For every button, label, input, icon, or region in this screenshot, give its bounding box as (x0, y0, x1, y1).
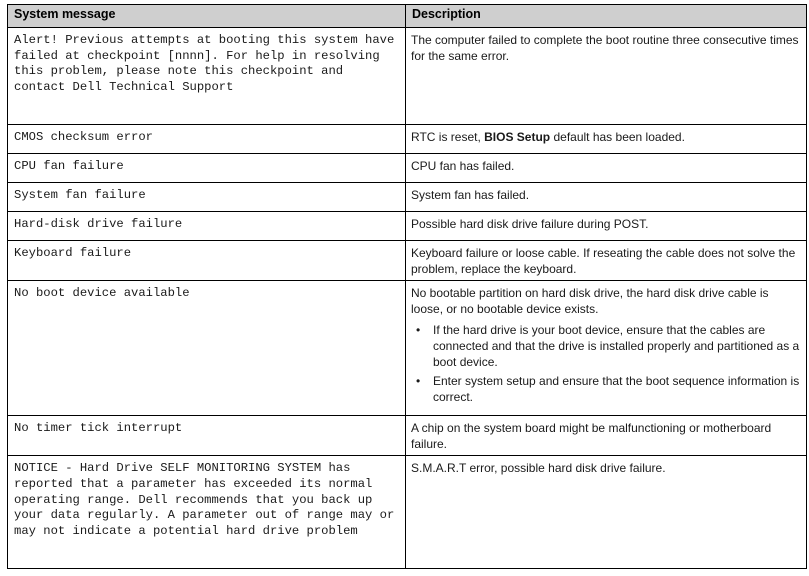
table-header-row (8, 5, 807, 28)
system-message-cell: CMOS checksum error (8, 125, 406, 154)
system-message-table (7, 4, 807, 569)
table-row (8, 281, 807, 416)
list-item (411, 323, 802, 370)
description-cell (406, 281, 807, 416)
bullet-icon: • (416, 374, 421, 389)
system-message-cell: CPU fan failure (8, 154, 406, 183)
list-item (411, 374, 802, 405)
description-text: default has been loaded. (550, 130, 685, 144)
system-message-cell: Alert! Previous attempts at booting this system have failed at checkpoint [nnnn]. For help in resolving this problem, please note this checkpoint and contact Dell Technical Support (8, 28, 406, 125)
description-text: No bootable partition on hard disk drive, the hard disk drive cable is loose, or no bootable device exists. (411, 286, 769, 316)
description-cell: S.M.A.R.T error, possible hard disk drive failure. (406, 456, 807, 569)
system-message-cell: No boot device available (8, 281, 406, 416)
table-row (8, 212, 807, 241)
table-row (8, 154, 807, 183)
description-cell: Possible hard disk drive failure during POST. (406, 212, 807, 241)
description-cell: CPU fan has failed. (406, 154, 807, 183)
system-message-cell: No timer tick interrupt (8, 416, 406, 456)
table-row (8, 416, 807, 456)
system-message-cell: Keyboard failure (8, 241, 406, 281)
bullet-list (411, 323, 802, 405)
column-header-description: Description (406, 5, 807, 28)
list-item-text: Enter system setup and ensure that the boot sequence information is correct. (433, 374, 800, 404)
table-row (8, 241, 807, 281)
table-row (8, 125, 807, 154)
table-row (8, 28, 807, 125)
description-text: RTC is reset, (411, 130, 485, 144)
description-cell (406, 125, 807, 154)
column-header-system-message: System message (8, 5, 406, 28)
description-cell: System fan has failed. (406, 183, 807, 212)
system-message-cell: System fan failure (8, 183, 406, 212)
system-message-cell: Hard-disk drive failure (8, 212, 406, 241)
description-cell: A chip on the system board might be malfunctioning or motherboard failure. (406, 416, 807, 456)
system-message-cell: NOTICE - Hard Drive SELF MONITORING SYSTEM has reported that a parameter has exceeded its normal operating range. Dell recommends that you back up your data regularly. A parameter out of range may or may not indicate a potential hard drive problem (8, 456, 406, 569)
bios-setup-term: BIOS Setup (484, 130, 551, 144)
description-cell: The computer failed to complete the boot routine three consecutive times for the same error. (406, 28, 807, 125)
description-cell: Keyboard failure or loose cable. If reseating the cable does not solve the problem, replace the keyboard. (406, 241, 807, 281)
table-row (8, 456, 807, 569)
list-item-text: If the hard drive is your boot device, ensure that the cables are connected and that the drive is installed properly and partitioned as a boot device. (433, 323, 800, 369)
table-row (8, 183, 807, 212)
bullet-icon: • (416, 323, 421, 338)
